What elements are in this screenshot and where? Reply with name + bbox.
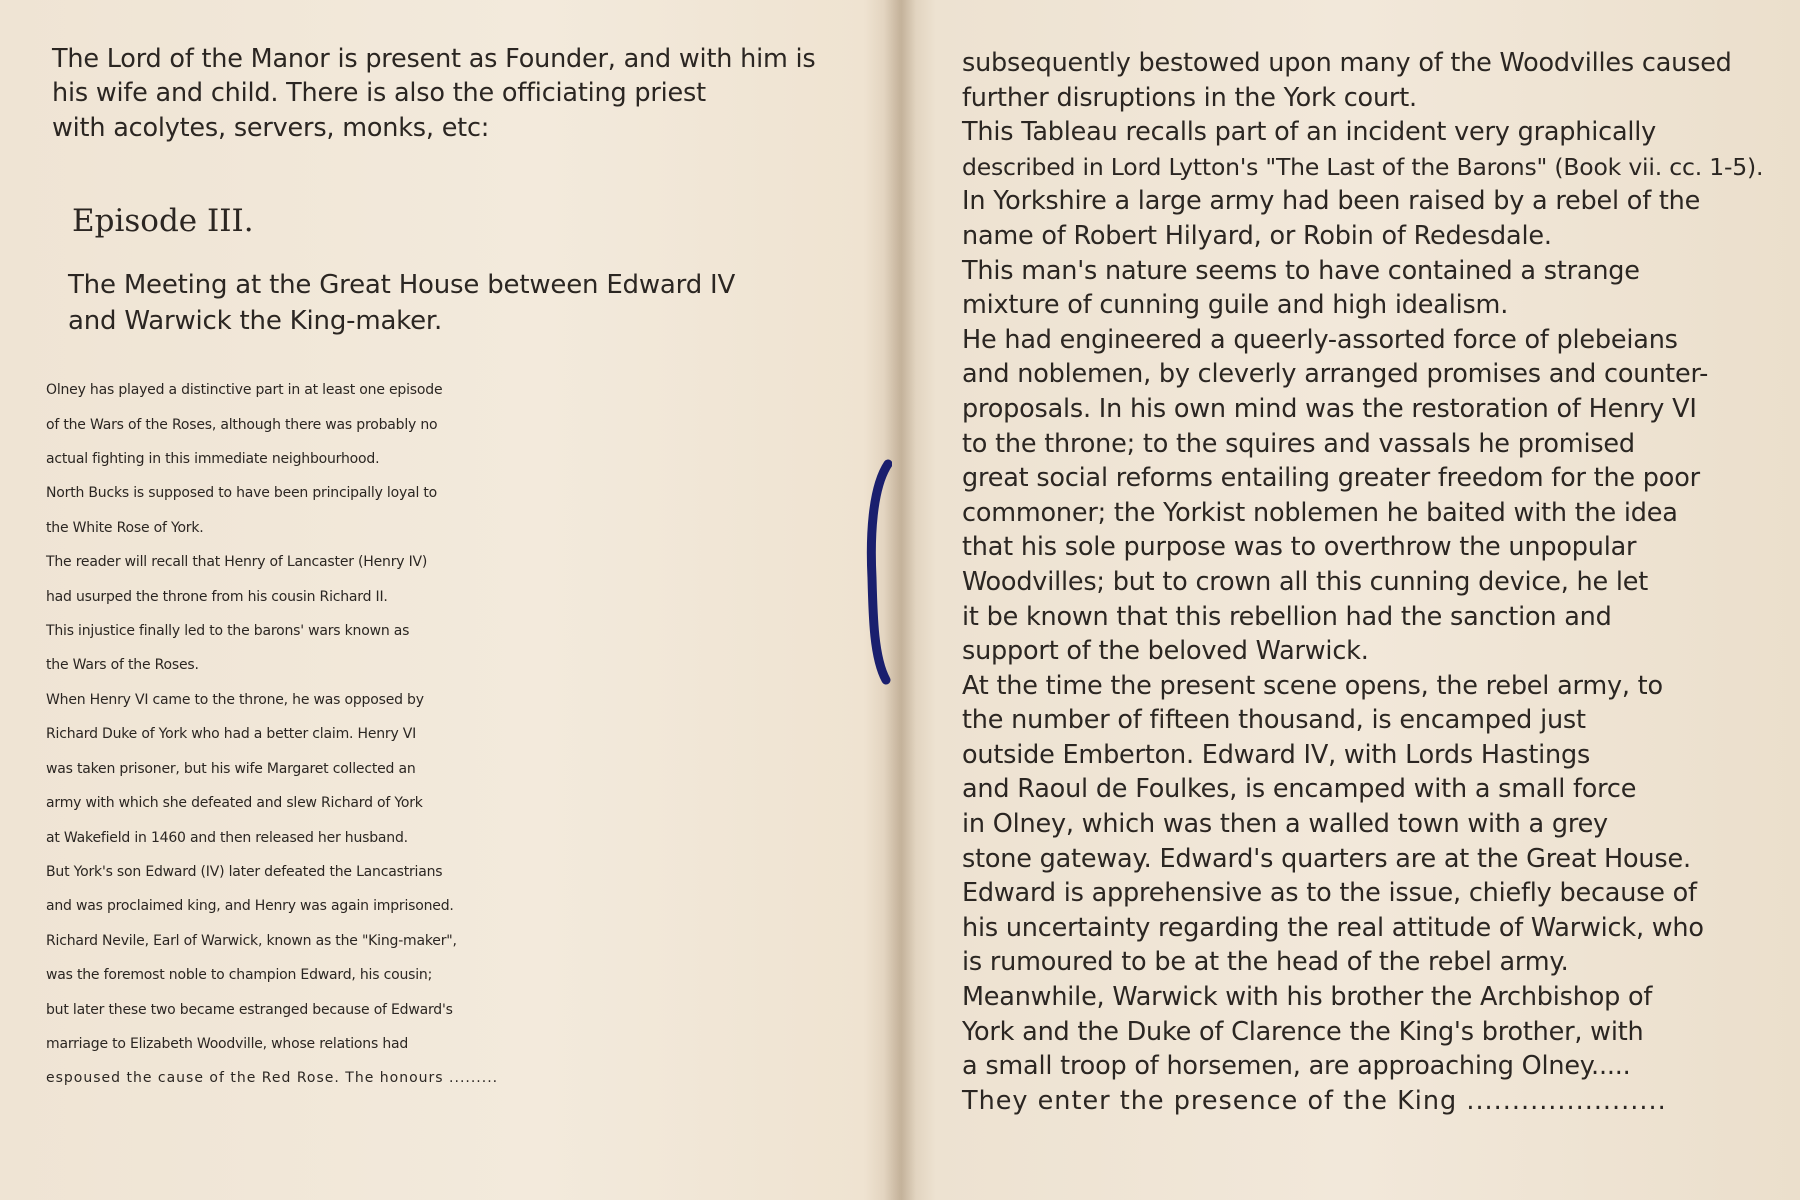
right-page xyxy=(902,0,1800,1200)
text-line: but later these two became estranged because of Edward's xyxy=(46,1001,453,1018)
text-line: in Olney, which was then a walled town with a grey xyxy=(962,809,1608,840)
text-line: The reader will recall that Henry of Lancaster (Henry IV) xyxy=(46,554,428,571)
text-line: mixture of cunning guile and high idealism. xyxy=(962,290,1509,321)
text-line: But York's son Edward (IV) later defeated the Lancastrians xyxy=(46,863,443,880)
text-line: his wife and child. There is also the officiating priest xyxy=(52,78,706,109)
text-line: When Henry VI came to the throne, he was opposed by xyxy=(46,691,424,708)
title-line: The Meeting at the Great House between Edward IV xyxy=(68,270,736,301)
text-line: that his sole purpose was to overthrow the unpopular xyxy=(962,532,1637,563)
text-line: marriage to Elizabeth Woodville, whose relations had xyxy=(46,1035,409,1052)
text-line: of the Wars of the Roses, although there was probably no xyxy=(46,416,438,433)
text-line: Richard Duke of York who had a better claim. Henry VI xyxy=(46,726,417,743)
text-line: is rumoured to be at the head of the rebel army. xyxy=(962,947,1569,978)
text-line: further disruptions in the York court. xyxy=(962,82,1417,113)
text-line: was the foremost noble to champion Edward, his cousin; xyxy=(46,967,433,984)
text-line: At the time the present scene opens, the rebel army, to xyxy=(962,670,1663,701)
text-line: outside Emberton. Edward IV, with Lords Hastings xyxy=(962,739,1591,770)
text-line: and was proclaimed king, and Henry was again imprisoned. xyxy=(46,898,454,915)
text-line: North Bucks is supposed to have been principally loyal to xyxy=(46,485,438,502)
right-body-text xyxy=(962,46,1780,1118)
text-line: espoused the cause of the Red Rose. The honours ......... xyxy=(46,1070,499,1087)
text-line: subsequently bestowed upon many of the Woodvilles caused xyxy=(962,48,1732,78)
text-line: Richard Nevile, Earl of Warwick, known as the "King-maker", xyxy=(46,932,457,949)
text-line: with acolytes, servers, monks, etc: xyxy=(52,112,490,143)
left-body-text xyxy=(46,373,878,1096)
text-line: support of the beloved Warwick. xyxy=(962,636,1369,667)
text-line: In Yorkshire a large army had been raised by a rebel of the xyxy=(962,186,1701,217)
text-line: the number of fifteen thousand, is encamped just xyxy=(962,705,1586,736)
text-line: was taken prisoner, but his wife Margaret collected an xyxy=(46,760,416,777)
text-line: They enter the presence of the King ...................... xyxy=(962,1085,1667,1116)
text-line: The Lord of the Manor is present as Founder, and with him is xyxy=(52,44,816,74)
text-line: This Tableau recalls part of an incident very graphically xyxy=(962,117,1657,148)
text-line: the White Rose of York. xyxy=(46,519,204,536)
text-line: commoner; the Yorkist noblemen he baited with the idea xyxy=(962,497,1678,528)
text-line: the Wars of the Roses. xyxy=(46,657,199,674)
text-line: He had engineered a queerly-assorted force of plebeians xyxy=(962,324,1678,355)
episode-title xyxy=(68,267,878,339)
text-line: and noblemen, by cleverly arranged promises and counter- xyxy=(962,359,1709,390)
text-line: actual fighting in this immediate neighbourhood. xyxy=(46,451,380,468)
text-line: described in Lord Lytton's "The Last of the Barons" (Book vii. cc. 1-5). xyxy=(962,152,1764,181)
text-line: proposals. In his own mind was the restoration of Henry VI xyxy=(962,393,1697,424)
text-line: and Raoul de Foulkes, is encamped with a small force xyxy=(962,774,1637,805)
text-line: York and the Duke of Clarence the King's brother, with xyxy=(962,1016,1644,1047)
text-line: it be known that this rebellion had the sanction and xyxy=(962,601,1612,632)
text-line: Edward is apprehensive as to the issue, chiefly because of xyxy=(962,878,1697,909)
text-line: Meanwhile, Warwick with his brother the Archbishop of xyxy=(962,982,1653,1013)
text-line: his uncertainty regarding the real attitude of Warwick, who xyxy=(962,912,1704,943)
left-intro xyxy=(52,42,878,145)
left-page xyxy=(0,0,898,1200)
text-line: name of Robert Hilyard, or Robin of Redesdale. xyxy=(962,220,1552,251)
text-line: at Wakefield in 1460 and then released her husband. xyxy=(46,829,408,846)
text-line: army with which she defeated and slew Richard of York xyxy=(46,795,423,812)
text-line: a small troop of horsemen, are approaching Olney..... xyxy=(962,1051,1631,1082)
text-line: to the throne; to the squires and vassals he promised xyxy=(962,428,1635,459)
text-line: Woodvilles; but to crown all this cunning device, he let xyxy=(962,566,1649,597)
text-line: great social reforms entailing greater freedom for the poor xyxy=(962,463,1700,494)
text-line: stone gateway. Edward's quarters are at the Great House. xyxy=(962,843,1691,874)
episode-heading: Episode III. xyxy=(72,203,254,240)
title-line: and Warwick the King-maker. xyxy=(68,306,443,337)
text-line: had usurped the throne from his cousin Richard II. xyxy=(46,588,388,605)
text-line: Olney has played a distinctive part in at least one episode xyxy=(46,382,443,399)
text-line: This man's nature seems to have contained a strange xyxy=(962,255,1640,286)
text-line: This injustice finally led to the barons' wars known as xyxy=(46,623,410,640)
